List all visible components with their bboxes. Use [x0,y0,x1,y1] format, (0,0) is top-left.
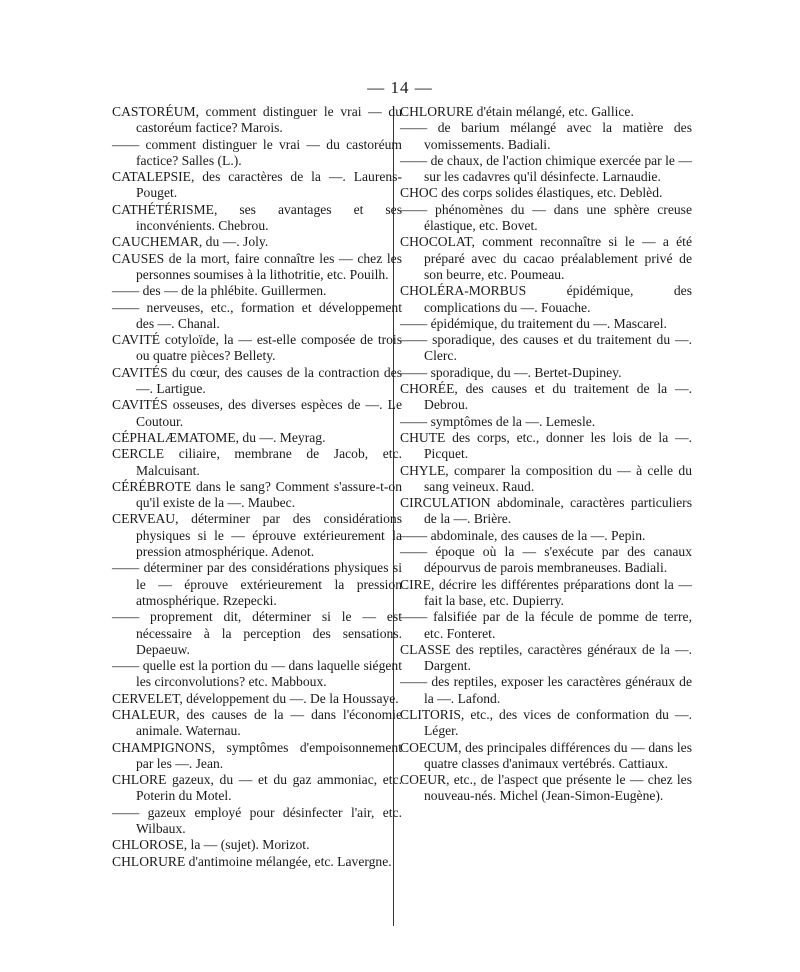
index-entry: —— abdominale, des causes de la —. Pepin. [400,527,646,543]
index-entry: —— comment distinguer le vrai — du castoréum factice? Salles (L.). [112,136,402,168]
index-entry: CIRE, décrire les différentes préparations dont la — fait la base, etc. Dupierry. [400,576,692,608]
index-entry: —— de barium mélangé avec la matière des vomissements. Badiali. [400,120,692,152]
index-entry: —— déterminer par des considérations physiques si le — éprouve extérieurement la pression atmosphérique. Rzepecki. [112,560,402,608]
index-entry: —— proprement dit, déterminer si le — est nécessaire à la perception des sensations. Depaeuw. [112,609,402,657]
index-entry: CHOC des corps solides élastiques, etc. Deblèd. [400,185,663,201]
index-entry: CAVITÉS du cœur, des causes de la contraction des —. Lartigue. [112,364,402,397]
index-entry: CHOLÉRA-MORBUS épidémique, des complications du —. Fouache. [400,283,692,315]
index-entry: CIRCULATION abdominale, caractères particuliers de la —. Brière. [400,495,692,527]
index-entry: —— des — de la phlébite. Guillermen. [112,283,327,299]
index-entry: CATHÉTÉRISME, ses avantages et ses inconvénients. Chebrou. [112,201,402,234]
index-entry: COEUR, etc., de l'aspect que présente le — chez les nouveau-nés. Michel (Jean-Simon-Eugène). [400,772,692,804]
index-entry: —— falsifiée par de la fécule de pomme de terre, etc. Fonteret. [400,609,692,641]
index-entry: CLITORIS, etc., des vices de conformation du —. Léger. [400,706,692,739]
index-entry: —— nerveuses, etc., formation et développement des —. Chanal. [112,299,402,331]
index-entry: CLASSE des reptiles, caractères généraux de la —. Dargent. [400,641,692,674]
index-entry: COECUM, des principales différences du — dans les quatre classes d'animaux vertébrés. Cattiaux. [400,739,692,771]
index-entry: CÉPHALÆMATOME, du —. Meyrag. [112,429,326,445]
left-column [112,104,402,870]
index-entry: —— de chaux, de l'action chimique exercée par le — sur les cadavres qu'il désinfecte. Larnaudie. [400,152,692,185]
index-entry: CAUSES de la mort, faire connaître les — chez les personnes soumises à la lithotritie, etc. Pouilh. [112,250,402,282]
index-entry: —— épidémique, du traitement du —. Mascarel. [400,315,667,331]
index-entry: CÉRÉBROTE dans le sang? Comment s'assure-t-on qu'il existe de la —. Maubec. [112,478,402,511]
index-entry: —— quelle est la portion du — dans laquelle siégent les circonvolutions? etc. Mabboux. [112,658,402,690]
index-entry: —— sporadique, du —. Bertet-Dupiney. [400,364,622,380]
index-entry: —— phénomènes du — dans une sphère creuse élastique, etc. Bovet. [400,201,692,234]
index-entry: —— sporadique, des causes et du traitement du —. Clerc. [400,332,692,364]
index-entry: CHOCOLAT, comment reconnaître si le — a été préparé avec du cacao préalablement privé de son beurre, etc. Poumeau. [400,234,692,282]
index-entry: CATALEPSIE, des caractères de la —. Laurens-Pouget. [112,169,402,201]
index-entry: —— gazeux employé pour désinfecter l'air, etc. Wilbaux. [112,804,402,837]
index-entry: —— époque où la — s'exécute par des canaux dépourvus de parois membraneuses. Badiali. [400,544,692,576]
index-entry: CHUTE des corps, etc., donner les lois de la —. Picquet. [400,429,692,462]
index-entry: CHAMPIGNONS, symptômes d'empoisonnement par les —. Jean. [112,739,402,771]
index-entry: CHLORURE d'antimoine mélangée, etc. Lavergne. [112,853,392,869]
right-column [400,104,692,805]
index-entry: CERVEAU, déterminer par des considérations physiques si le — éprouve extérieurement la pression atmosphérique. Adenot. [112,511,402,560]
index-entry: —— symptômes de la —. Lemesle. [400,413,596,429]
index-entry: CHLORE gazeux, du — et du gaz ammoniac, etc. Poterin du Motel. [112,772,402,804]
index-entry: CAVITÉ cotyloïde, la — est-elle composée de trois ou quatre pièces? Bellety. [112,332,402,364]
index-entry: —— des reptiles, exposer les caractères généraux de la —. Lafond. [400,674,692,706]
index-entry: CERVELET, développement du —. De la Houssaye. [112,690,399,706]
index-entry: CERCLE ciliaire, membrane de Jacob, etc. Malcuisant. [112,446,402,478]
index-entry: CASTORÉUM, comment distinguer le vrai — du castoréum factice? Marois. [112,104,402,136]
index-entry: CHLOROSE, la — (sujet). Morizot. [112,837,310,853]
index-entry: CHALEUR, des causes de la — dans l'économie animale. Waternau. [112,706,402,739]
index-entry: CAUCHEMAR, du —. Joly. [112,234,269,250]
index-entry: CHLORURE d'étain mélangé, etc. Gallice. [400,104,634,119]
page-number: — 14 — [367,78,433,97]
index-entry: CHORÉE, des causes et du traitement de la —. Debrou. [400,381,692,413]
index-entry: CHYLE, comparer la composition du — à celle du sang veineux. Raud. [400,462,692,494]
index-entry: CAVITÉS osseuses, des diverses espèces de —. Le Coutour. [112,397,402,429]
